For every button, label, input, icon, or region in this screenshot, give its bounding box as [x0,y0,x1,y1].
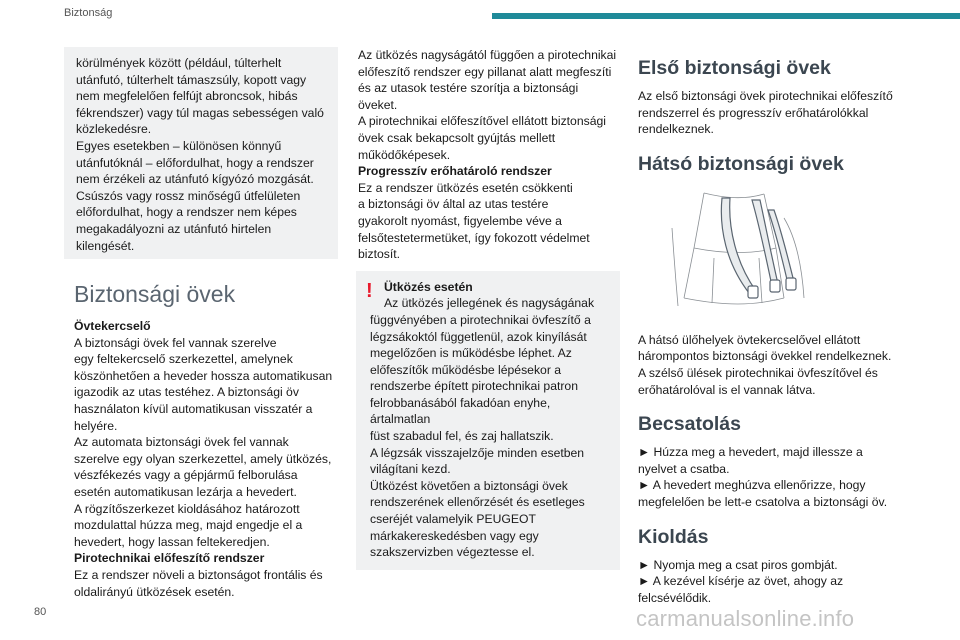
warning-line: függvényében a pirotechnikai övfeszítő a [370,312,591,327]
text-line: nyelvet a csatba. [638,461,730,476]
text-line: biztosít. [358,247,400,262]
box-line: Egyes esetekben – különösen könnyű [76,138,282,153]
text-line: felsőtestetermetüket, így fokozott védelmet [358,230,590,245]
text-line: ► Húzza meg a hevedert, majd illessze a [638,445,863,460]
text-line: rendelkeznek. [638,122,714,137]
text-line: A szélső ülések pirotechnikai övfeszítővel és [638,365,878,380]
box-line: megakadályozni az utánfutó hirtelen [76,221,272,236]
text-line: felcsévélődik. [638,590,712,605]
warning-line: világítani kezd. [370,462,451,477]
text-line: Az automata biztonsági övek fel vannak [74,435,289,450]
warning-icon: ! [366,279,373,302]
warning-line: cseréjét valamelyik PEUGEOT [370,512,536,527]
box-line: Csúszós vagy rossz minőségű útfelületen [76,188,301,203]
text-line: ► A kezével kísérje az övet, ahogy az [638,574,844,589]
box-line: kilengését. [76,238,135,253]
warning-line: szakszervizben végeztesse el. [370,545,535,560]
warning-line: felrobbanásából fakadóan enyhe, ártalmatlan [370,395,551,427]
rear-seatbelt-illustration [664,188,812,313]
column-left [64,40,338,600]
warning-line: rendszerbe épített pirotechnikai patron [370,379,578,394]
heading-front-belts: Első biztonsági övek [638,57,831,79]
text-line: övek csak bekapcsolt gyújtás mellett [358,130,556,145]
text-line: hevedert, hogy lassan feltekeredjen. [74,534,270,549]
text-line: használaton kívül automatikusan visszatér a [74,401,313,416]
text-line: egy feltekercselő szerkezettel, amelynek [74,352,293,367]
text-line: és az utasok testére szorítja a biztonsági öveket. [358,81,579,112]
text-line: rendszerrel és progresszív erőhatárolókkal [638,105,869,120]
text-line: a biztonsági öv által az utas testére [358,197,549,212]
heading-rear-belts: Hátsó biztonsági övek [638,152,844,175]
box-line: nem érzékeli az utánfutó kígyózó mozgását. [76,172,314,187]
warning-line: Az ütközés jellegének és nagyságának [384,296,595,311]
info-box-trailer [64,47,338,259]
warning-line: megelőzően is működésbe léphet. Az [370,346,572,361]
header-accent-bar [492,13,960,19]
text-line: előfeszítő rendszer egy pillanat alatt megfeszíti [358,64,612,79]
subheading-pretensioner: Pirotechnikai előfeszítő rendszer [74,551,265,566]
warning-line: rendszerének ellenőrzését és esetleges [370,495,585,510]
text-line: helyére. [74,418,118,433]
text-line: A pirotechnikai előfeszítővel ellátott biztonsági [358,114,606,129]
text-line: erőhatárolóval is el vannak látva. [638,382,816,397]
warning-line: A légzsák visszajelzője minden esetben [370,445,585,460]
text-line: A hátsó ülőhelyek övtekercselővel ellátott [638,332,861,347]
front-belts-text [638,88,908,138]
text-line: vészfékezés vagy a gépjármű felborulása [74,468,298,483]
warning-line: füst szabadul fel, és zaj hallatszik. [370,429,554,444]
column-middle [356,40,620,570]
text-line: hárompontos biztonsági övekkel rendelkeznek. [638,349,892,364]
subheading-force-limiter: Progresszív erőhatároló rendszer [358,164,552,179]
subheading-retractor: Övtekercselő [74,319,151,333]
section-heading-seatbelts: Biztonsági övek [74,281,236,307]
warning-line: márkakereskedésben vagy egy [370,528,539,543]
box-line: közlekedésre. [76,122,152,137]
text-line: köszönhetően a heveder hossza automatikusan [74,368,333,383]
box-line: körülmények között (például, túlterhelt [76,56,282,70]
warning-box-collision [356,271,620,570]
warning-line: előfeszítők működésbe lépésekor a [370,362,562,377]
heading-releasing: Kioldás [638,525,709,548]
watermark: carmanualsonline.info [636,606,855,631]
text-line: megfelelően be lett-e csatolva a biztonsági öv. [638,494,888,509]
box-line: utánfutó, túlterhelt támaszsúly, kopott vagy [76,72,307,87]
warning-title: Ütközés esetén [384,279,473,294]
text-line: Ez a rendszer ütközés esetén csökkenti [358,180,573,195]
text-line: gyakorolt nyomást, figyelembe véve a [358,213,562,228]
text-line: működőképesek. [358,147,451,162]
rear-belts-text [638,332,908,398]
warning-line: Ütközést követően a biztonsági övek [370,478,568,493]
text-line: esetén automatikusan lezárja a hevedert. [74,484,297,499]
text-line: ► A hevedert meghúzva ellenőrizze, hogy [638,478,866,493]
text-line: ► Nyomja meg a csat piros gombját. [638,557,838,572]
warning-line: légzsákoktól függetlenül, azok kinyílását [370,329,587,344]
running-header: Biztonság [64,7,113,19]
heading-fastening: Becsatolás [638,413,741,436]
text-line: A rögzítőszerkezet kioldásához határozott [74,501,300,516]
text-line: mozdulattal húzza meg, majd engedje el a [74,518,303,533]
column-right [638,56,908,606]
page-number: 80 [34,606,47,618]
seatbelt-text [64,318,338,600]
text-line: igazodik az utas testéhez. A biztonsági öv [74,385,299,400]
text-line: Az ütközés nagyságától függően a pirotechnikai [358,48,617,62]
pretensioner-text [356,40,620,263]
text-line: Az első biztonsági övek pirotechnikai előfeszítő [638,89,893,103]
box-line: nem megfelelően felfújt abroncsok, hibás [76,89,298,104]
releasing-text [638,557,908,607]
text-line: oldalirányú ütközések esetén. [74,584,235,599]
box-line: előfordulhat, hogy a rendszer nem képes [76,205,297,220]
text-line: szerelve egy olyan szerkezettel, amely ütközés, [74,451,332,466]
text-line: Ez a rendszer növeli a biztonságot frontális és [74,567,323,582]
fastening-text [638,444,908,510]
box-line: utánfutóknál – előfordulhat, hogy a rendszer [76,155,314,170]
box-line: fékrendszer) vagy túl magas sebességen való [76,105,324,120]
text-line: A biztonsági övek fel vannak szerelve [74,335,277,350]
